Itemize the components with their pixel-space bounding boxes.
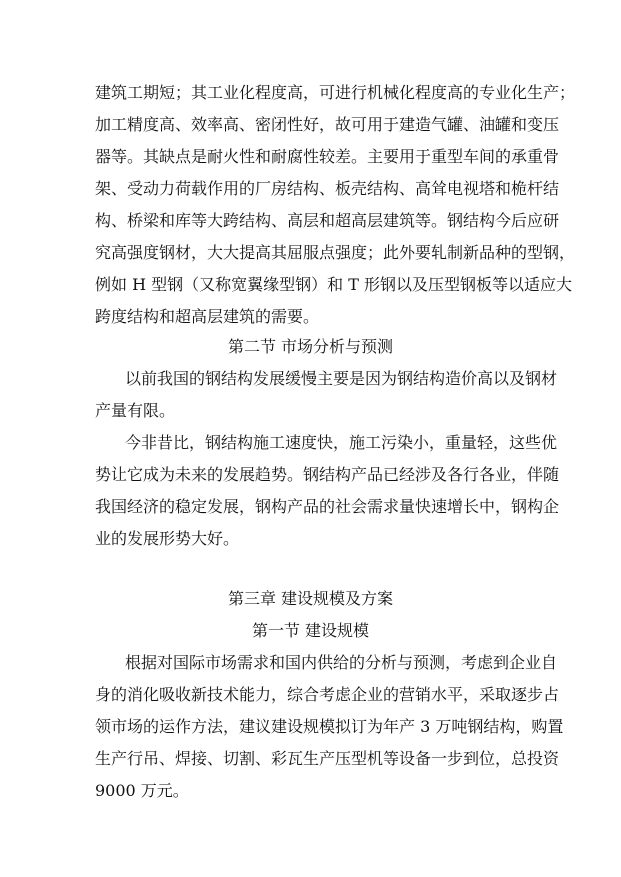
- body-text-line: 根据对国际市场需求和国内供给的分析与预测，考虑到企业自: [125, 653, 558, 672]
- body-text-line: 架、受动力荷载作用的厂房结构、板壳结构、高耸电视塔和桅杆结: [95, 179, 560, 198]
- section-heading: 第二节 市场分析与预测: [227, 337, 394, 356]
- body-text-line: 产量有限。: [95, 401, 176, 420]
- body-text-line: 加工精度高、效率高、密闭性好，故可用于建造气罐、油罐和变压: [95, 115, 560, 134]
- body-text-line: 9000 万元。: [95, 781, 189, 800]
- body-text-line: 身的消化吸收新技术能力，综合考虑企业的营销水平，采取逐步占: [95, 685, 560, 704]
- body-text-line: 生产行吊、焊接、切割、彩瓦生产压型机等设备一步到位，总投资: [95, 749, 560, 768]
- chapter-title: 第三章 建设规模及方案: [227, 589, 394, 608]
- body-text-line: 器等。其缺点是耐火性和耐腐性较差。主要用于重型车间的承重骨: [95, 147, 560, 166]
- body-text-line: 例如 H 型钢（又称宽翼缘型钢）和 T 形钢以及压型钢板等以适应大: [95, 275, 572, 294]
- body-text-line: 跨度结构和超高层建筑的需要。: [95, 307, 320, 326]
- body-text-line: 今非昔比，钢结构施工速度快，施工污染小，重量轻，这些优: [125, 433, 558, 452]
- body-text-line: 领市场的运作方法，建议建设规模拟订为年产 3 万吨钢结构，购置: [95, 717, 564, 736]
- body-text-line: 我国经济的稳定发展，钢构产品的社会需求量快速增长中，钢构企: [95, 497, 560, 516]
- body-text-line: 究高强度钢材，大大提高其屈服点强度；此外要轧制新品种的型钢，: [95, 243, 576, 262]
- body-text-line: 势让它成为未来的发展趋势。钢结构产品已经涉及各行各业，伴随: [95, 465, 560, 484]
- body-text-line: 建筑工期短；其工业化程度高，可进行机械化程度高的专业化生产；: [95, 83, 576, 102]
- body-text-line: 以前我国的钢结构发展缓慢主要是因为钢结构造价高以及钢材: [125, 369, 558, 388]
- section-heading: 第一节 建设规模: [251, 621, 370, 640]
- body-text-line: 业的发展形势大好。: [95, 529, 240, 548]
- body-text-line: 构、桥梁和库等大跨结构、高层和超高层建筑等。钢结构今后应研: [95, 211, 560, 230]
